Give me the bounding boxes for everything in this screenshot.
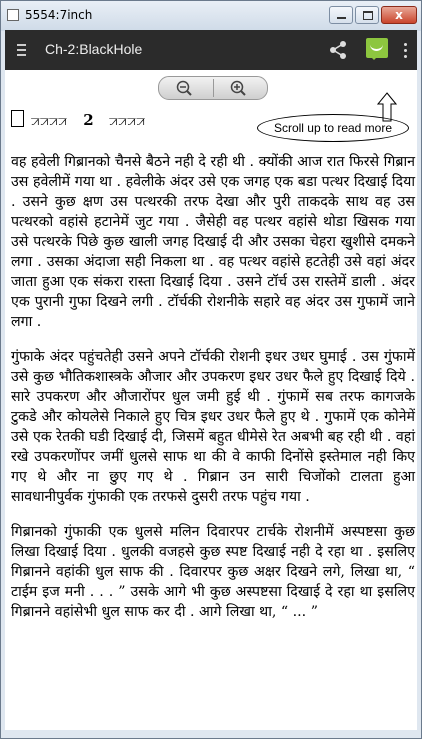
minimize-button[interactable] xyxy=(329,6,353,24)
chapter-glyphs-right: ꠀꠀꠀꠀ xyxy=(109,117,146,128)
scroll-hint-callout: Scroll up to read more xyxy=(257,114,409,142)
close-button[interactable] xyxy=(381,6,417,24)
chapter-text xyxy=(11,152,415,637)
paragraph: गुंफाके अंदर पहुंचतेही उसने अपने टॉर्चकी रोशनी इधर उधर घुमाई . उस गुंफामें उसे कुछ भौतिकशास्त्रके औजार और उपकरण इधर उधर फैले हुए दिखाई दिये . सारे उपकरण और औजारोंपर धुल जमी हुई थी . गुंफामें सब तरफ कागजके टुकडे और कोयलेसे निकाले हुए चित्र इधर उधर फैले हुए थे . गुफामें एक कोनेमें उसे एक रेतकी घडी दिखाई दी, जिसमें बहुत धीमेसे रेत अबभी बह रही थी . वहां रखे उपकरणोंपर जमीं धुलसे साफ था की वे काफी दिनोंसे इस्तेमाल नही किए गए थे और ना छुए गए थे . गिब्रान उन सारी चिजोंको टालता हुआ सावधानीपुर्वक गुंफाकी एक तरफसे दुसरी तरफ पहुंच गया . xyxy=(11,349,415,505)
window-titlebar[interactable] xyxy=(1,1,421,31)
close-icon: x xyxy=(395,8,403,22)
overflow-icon[interactable] xyxy=(404,43,408,61)
zoom-in-icon[interactable] xyxy=(215,79,265,97)
zoom-control xyxy=(158,76,268,100)
zoom-out-icon[interactable] xyxy=(161,79,211,97)
menu-icon[interactable] xyxy=(17,44,26,56)
chat-icon[interactable] xyxy=(366,38,388,58)
app-action-bar xyxy=(5,30,417,70)
paragraph: वह हवेली गिब्रानको चैनसे बैठने नही दे रही थी . क्योंकी आज रात फिरसे गिब्रान उस हवेलीमें गया था . हवेलीके अंदर उसे एक जगह एक बडा पत्थर दिखाई दिया . उसने कुछ क्षण उस पत्थरकी तरफ देखा और पुरी ताकदके साथ वह उस पत्थरको वहांसे हटानेमें जुट गया . जैसेही वह पत्थर वहांसे थोडा खिसक गया उसे पत्थरके पिछे कुछ खाली जगह दिखाई दी और उसका चेहरा खुशीसे दमकने लगा . उसका अंदाजा सही निकला था . वह पत्थर वहांसे हटतेही उसे वहां अंदर जाता हुआ एक संकरा रास्ता दिखाई दिया . उसने टॉर्च उस रास्तेमें डाली . अंदर एक पुरानी गुफा दिखने लगी . टॉर्चकी रोशनीके सहारे वह अंदर उस गुफामें जाने लगा . xyxy=(11,154,415,330)
chapter-glyph-box xyxy=(11,110,24,127)
reader-content[interactable] xyxy=(5,70,417,730)
maximize-button[interactable] xyxy=(355,6,379,24)
app-title: Ch-2:BlackHole xyxy=(45,41,143,57)
window-title: 5554:7inch xyxy=(25,8,93,22)
chapter-heading xyxy=(11,110,146,129)
window-app-icon xyxy=(7,9,19,21)
share-icon[interactable] xyxy=(327,39,349,61)
chapter-number: 2 xyxy=(83,111,94,129)
paragraph: गिब्रानको गुंफाकी एक धुलसे मलिन दिवारपर टार्चके रोशनीमें अस्पष्टसा कुछ लिखा दिखाई दिया . धुलकी वजहसे कुछ स्पष्ट दिखाई नही दे रहा था . इसलिए गिब्रानने वहांकी धुल साफ की . दिवारपर कुछ अक्षर दिखने लगे, लिखा था, “ टाईम इज मनी . . . ” उसके आगे भी कुछ अस्पष्टसा दिखाई दे रहा था इसलिए गिब्रानने वहांसेभी धुल साफ कर दी . आगे लिखा था, “ ... ” xyxy=(11,524,415,620)
chapter-glyphs-left: ꠀꠀꠀꠀ xyxy=(31,117,68,128)
